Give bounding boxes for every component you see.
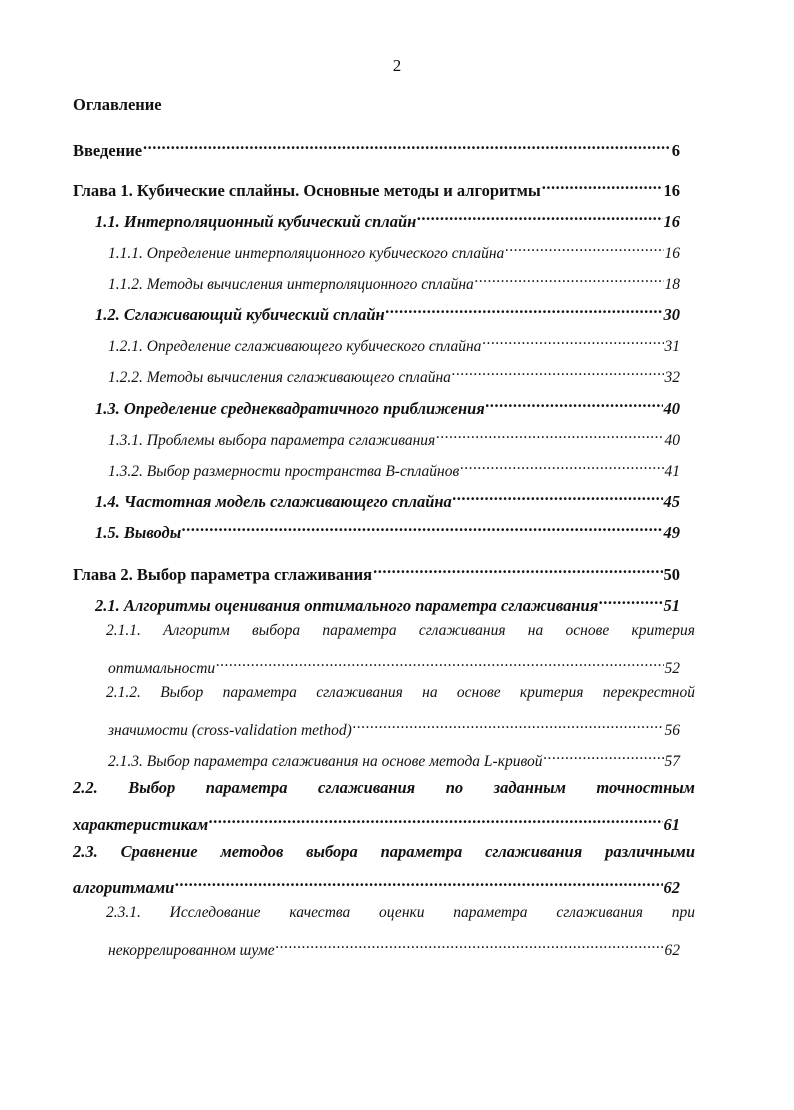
- dot-leader: [276, 935, 664, 955]
- dot-leader: [353, 715, 664, 735]
- dot-leader: [373, 560, 662, 580]
- toc-entry-title: 1.5. Выводы: [95, 523, 182, 542]
- dot-leader: [182, 518, 662, 538]
- toc-entry-line1[interactable]: 2.1.2. Выбор параметра сглаживания на основе критерия перекрестной: [106, 684, 695, 701]
- dot-leader: [542, 176, 663, 196]
- toc-entry-title: 2.1.3. Выбор параметра сглаживания на основе метода L-кривой: [108, 753, 543, 770]
- dot-leader: [209, 810, 662, 830]
- toc-entry-title: 1.1.2. Методы вычисления интерполяционного сплайна: [108, 276, 474, 293]
- dot-leader: [386, 300, 663, 320]
- toc-entry[interactable]: [108, 456, 680, 478]
- dot-leader: [453, 487, 663, 507]
- toc-entry-page: 41: [664, 463, 680, 480]
- toc-entry-page: 18: [664, 276, 680, 293]
- toc-entry-page: 16: [664, 245, 680, 262]
- toc-entry-title: 1.4. Частотная модель сглаживающего сплайна: [95, 492, 452, 511]
- toc-entry-page: 16: [663, 181, 680, 200]
- toc-entry-line1[interactable]: 2.3.1. Исследование качества оценки параметра сглаживания при: [106, 904, 695, 921]
- toc-entry-title: значимости (cross-validation method): [108, 722, 352, 739]
- toc-entry-title: 1.2.2. Методы вычисления сглаживающего сплайна: [108, 369, 451, 386]
- dot-leader: [436, 425, 663, 445]
- toc-entry-page: 52: [664, 660, 680, 677]
- dot-leader: [486, 394, 663, 414]
- toc-entry[interactable]: [108, 269, 680, 291]
- toc-entry[interactable]: [73, 176, 680, 198]
- toc-entry-page: 6: [671, 141, 680, 160]
- toc-entry-title: Глава 1. Кубические сплайны. Основные методы и алгоритмы: [73, 181, 541, 200]
- toc-entry[interactable]: [95, 591, 680, 613]
- toc-entry[interactable]: [108, 715, 680, 737]
- toc-entry-title: Глава 2. Выбор параметра сглаживания: [73, 565, 373, 584]
- toc-entry-page: 51: [663, 596, 680, 615]
- toc-entry-title: 1.3. Определение среднеквадратичного приближения: [95, 399, 485, 418]
- toc-entry-title: 1.3.2. Выбор размерности пространства B-сплайнов: [108, 463, 460, 480]
- toc-entry[interactable]: [108, 238, 680, 260]
- toc-entry-title: характеристикам: [73, 815, 209, 834]
- dot-leader: [505, 238, 663, 258]
- toc-entry[interactable]: [73, 873, 680, 895]
- toc-entry-title: 1.2.1. Определение сглаживающего кубического сплайна: [108, 338, 482, 355]
- toc-entry-page: 50: [663, 565, 680, 584]
- page-number: 2: [392, 56, 402, 75]
- dot-leader: [475, 269, 664, 289]
- toc-entry-page: 62: [663, 878, 680, 897]
- toc-entry-title: 1.2. Сглаживающий кубический сплайн: [95, 305, 385, 324]
- toc-entry-page: 40: [664, 432, 680, 449]
- dot-leader: [417, 207, 662, 227]
- toc-entry-title: 1.1.1. Определение интерполяционного кубического сплайна: [108, 245, 505, 262]
- toc-entry-line1[interactable]: 2.1.1. Алгоритм выбора параметра сглаживания на основе критерия: [106, 622, 695, 639]
- toc-entry[interactable]: [73, 560, 680, 582]
- dot-leader: [452, 362, 664, 382]
- toc-entry[interactable]: [108, 935, 680, 957]
- dot-leader: [544, 746, 664, 766]
- toc-entry-title: оптимальности: [108, 660, 216, 677]
- toc-entry-page: 31: [664, 338, 680, 355]
- dot-leader: [175, 873, 662, 893]
- toc-entry[interactable]: [95, 300, 680, 322]
- toc-entry-title: 2.1. Алгоритмы оценивания оптимального параметра сглаживания: [95, 596, 599, 615]
- toc-entry-title: Введение: [73, 141, 143, 160]
- dot-leader: [216, 653, 663, 673]
- toc-entry-title: 1.3.1. Проблемы выбора параметра сглаживания: [108, 432, 436, 449]
- toc-entry-title: алгоритмами: [73, 878, 175, 897]
- toc-entry[interactable]: [108, 653, 680, 675]
- toc-entry-title: некоррелированном шуме: [108, 942, 275, 959]
- toc-entry-line1[interactable]: 2.3. Сравнение методов выбора параметра сглаживания различными: [73, 842, 695, 861]
- toc-entry-page: 40: [663, 399, 680, 418]
- toc-entry[interactable]: [108, 331, 680, 353]
- toc-entry-page: 56: [664, 722, 680, 739]
- toc-entry[interactable]: [95, 394, 680, 416]
- dot-leader: [460, 456, 663, 476]
- toc-entry[interactable]: [73, 810, 680, 832]
- toc-entry[interactable]: [95, 207, 680, 229]
- toc-entry[interactable]: [108, 746, 680, 768]
- toc-entry-page: 30: [663, 305, 680, 324]
- toc-entry-page: 57: [664, 753, 680, 770]
- toc-entry-page: 62: [664, 942, 680, 959]
- toc-entry-page: 61: [663, 815, 680, 834]
- dot-leader: [599, 591, 662, 611]
- dot-leader: [482, 331, 663, 351]
- toc-entry-page: 32: [664, 369, 680, 386]
- toc-entry-page: 16: [663, 212, 680, 231]
- toc-entry[interactable]: [95, 487, 680, 509]
- toc-entry-page: 49: [663, 523, 680, 542]
- toc-entry[interactable]: [108, 362, 680, 384]
- toc-entry-line1[interactable]: 2.2. Выбор параметра сглаживания по заданным точностным: [73, 778, 695, 797]
- toc-entry-page: 45: [663, 492, 680, 511]
- toc-entry[interactable]: [95, 518, 680, 540]
- toc-entry[interactable]: [73, 136, 680, 158]
- toc-entry[interactable]: [108, 425, 680, 447]
- dot-leader: [143, 136, 671, 156]
- toc-heading: Оглавление: [73, 95, 162, 114]
- toc-entry-title: 1.1. Интерполяционный кубический сплайн: [95, 212, 417, 231]
